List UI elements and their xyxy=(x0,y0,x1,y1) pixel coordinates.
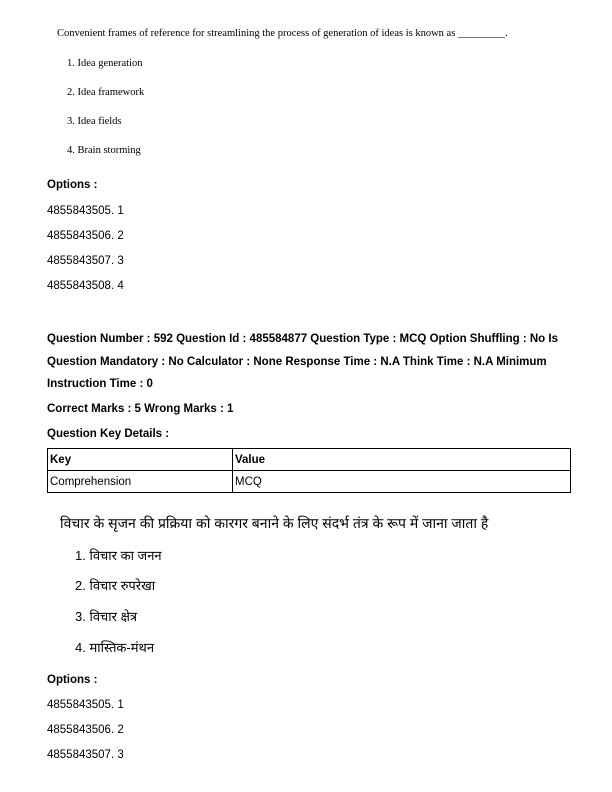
question-option-3: 3. Idea fields xyxy=(67,116,122,127)
option-id-line: 4855843507. 3 xyxy=(47,749,124,761)
table-header-key: Key xyxy=(48,449,233,471)
key-details-table xyxy=(47,448,571,493)
option-id-line: 4855843506. 2 xyxy=(47,724,124,736)
question-text-english: Convenient frames of reference for streamlining the process of generation of ideas is known as _________. xyxy=(57,28,508,39)
question-option-4: 4. Brain storming xyxy=(67,145,141,156)
question-meta-line-2: Question Mandatory : No Calculator : None Response Time : N.A Think Time : N.A Minimum xyxy=(47,356,547,368)
question-option-2: 2. Idea framework xyxy=(67,87,145,98)
options-heading: Options : xyxy=(47,179,98,191)
table-cell-key: Comprehension xyxy=(48,471,233,493)
option-id-line: 4855843506. 2 xyxy=(47,230,124,242)
question-option-hindi-1: 1. विचार का जनन xyxy=(75,548,162,563)
question-option-hindi-3: 3. विचार क्षेत्र xyxy=(75,609,138,624)
question-meta-line-1: Question Number : 592 Question Id : 485584877 Question Type : MCQ Option Shuffling : No Is xyxy=(47,333,558,345)
table-cell-value: MCQ xyxy=(233,471,571,493)
option-id-line: 4855843505. 1 xyxy=(47,699,124,711)
question-option-hindi-2: 2. विचार रुपरेखा xyxy=(75,578,156,593)
table-header-row xyxy=(48,449,571,471)
option-id-line: 4855843508. 4 xyxy=(47,280,124,292)
options-heading: Options : xyxy=(47,674,98,686)
key-details-heading: Question Key Details : xyxy=(47,428,170,440)
option-id-line: 4855843505. 1 xyxy=(47,205,124,217)
table-header-value: Value xyxy=(233,449,571,471)
question-option-1: 1. Idea generation xyxy=(67,58,143,69)
table-row xyxy=(48,471,571,493)
question-text-hindi: विचार के सृजन की प्रक्रिया को कारगर बनाने के लिए संदर्भ तंत्र के रूप में जाना जाता है xyxy=(60,515,489,531)
marks-line: Correct Marks : 5 Wrong Marks : 1 xyxy=(47,403,234,415)
question-option-hindi-4: 4. मास्तिक-मंथन xyxy=(75,640,155,655)
option-id-line: 4855843507. 3 xyxy=(47,255,124,267)
question-meta-line-3: Instruction Time : 0 xyxy=(47,378,153,390)
